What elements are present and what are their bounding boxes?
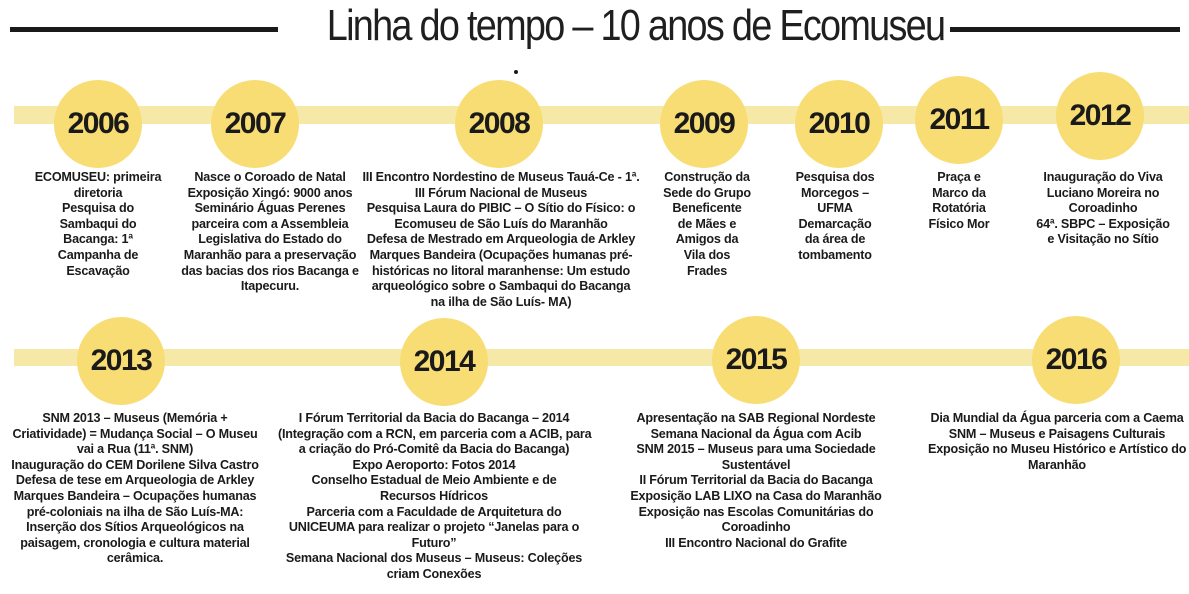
year-label: 2008	[468, 107, 530, 140]
event-description-2007: Nasce o Coroado de Natal Exposição Xingó: 9000 anos Seminário Águas Perenes parceira com a Assembleia Legislativa do Estado do Maranhão para a preservação das bacias dos rios Bacanga e Itapecuru.	[181, 170, 359, 294]
year-circle-2008	[455, 80, 543, 168]
year-circle-2015	[712, 316, 800, 404]
event-description-2013: SNM 2013 – Museus (Memória + Criatividade) = Mudança Social – O Museu vai a Rua (11ª. SNM) Inauguração do CEM Dorilene Silva Castro Defesa de tese em Arqueologia de Arkley Marques Bandeira – Ocupações humanas pré-coloniais na ilha de São Luís-MA: Inserção dos Sítios Arqueológicos na paisagem, cronologia e cultura material cerâmica.	[11, 411, 259, 566]
year-label: 2016	[1045, 343, 1107, 376]
timeline-band-top	[14, 106, 1189, 124]
year-label: 2014	[413, 345, 475, 378]
year-circle-2010	[795, 80, 883, 168]
title-rule-left	[10, 27, 278, 32]
year-circle-2012	[1056, 72, 1144, 160]
year-circle-2011	[915, 76, 1003, 164]
year-circle-2009	[660, 80, 748, 168]
page-title: Linha do tempo – 10 anos de Ecomuseu	[326, 1, 945, 50]
event-description-2006: ECOMUSEU: primeira diretoria Pesquisa do Sambaqui do Bacanga: 1ª Campanha de Escavação	[34, 170, 162, 278]
event-description-2015: Apresentação na SAB Regional Nordeste Semana Nacional da Água com Acib SNM 2015 – Museus para uma Sociedade Sustentável II Fórum Territorial da Bacia do Bacanga Exposição LAB LIXO na Casa do Maranhão Exposição nas Escolas Comunitárias do Coroadinho III Encontro Nacional do Grafite	[630, 411, 882, 550]
year-label: 2010	[808, 107, 870, 140]
year-circle-2014	[400, 318, 488, 406]
title-rule-right	[950, 27, 1180, 32]
year-label: 2015	[725, 343, 787, 376]
event-description-2010: Pesquisa dos Morcegos – UFMA Demarcação da área de tombamento	[795, 170, 875, 262]
year-label: 2006	[67, 107, 129, 140]
event-description-2009: Construção da Sede do Grupo Beneficente de Mães e Amigos da Vila dos Frades	[663, 170, 751, 278]
year-label: 2012	[1069, 99, 1131, 132]
year-circle-2013	[77, 317, 165, 405]
event-description-2008: III Encontro Nordestino de Museus Tauá-Ce - 1ª. III Fórum Nacional de Museus Pesquisa Laura do PIBIC – O Sítio do Físico: o Ecomuseu de São Luís do Maranhão Defesa de Mestrado em Arqueologia de Arkley Marques Bandeira (Ocupações humanas pré- históricas no litoral maranhense: Um estudo arqueológico sobre o Sambaqui do Bacanga na ilha de São Luís- MA)	[362, 170, 640, 309]
timeline-band-bottom	[14, 349, 1189, 366]
event-description-2016: Dia Mundial da Água parceria com a Caema SNM – Museus e Paisagens Culturais Exposição no Museu Histórico e Artístico do Maranhão	[928, 411, 1187, 472]
event-description-2014: I Fórum Territorial da Bacia do Bacanga – 2014 (Integração com a RCN, em parceria com a ACIB, para a criação do Pró-Comitê da Bacia do Bacanga) Expo Aeroporto: Fotos 2014 Conselho Estadual de Meio Ambiente e de Recursos Hídricos Parceria com a Faculdade de Arquitetura do UNICEUMA para realizar o projeto “Janelas para o Futuro” Semana Nacional dos Museus – Museus: Coleções criam Conexões	[278, 411, 592, 581]
year-circle-2006	[54, 80, 142, 168]
year-label: 2007	[224, 107, 286, 140]
year-label: 2009	[673, 107, 735, 140]
year-circle-2016	[1032, 316, 1120, 404]
year-label: 2011	[929, 103, 989, 136]
event-description-2012: Inauguração do Viva Luciano Moreira no Coroadinho 64ª. SBPC – Exposição e Visitação no Sítio	[1036, 170, 1170, 247]
year-circle-2007	[211, 80, 299, 168]
year-label: 2013	[90, 344, 152, 377]
event-description-2011: Praça e Marco da Rotatória Físico Mor	[928, 170, 990, 231]
title-dot	[514, 70, 518, 74]
